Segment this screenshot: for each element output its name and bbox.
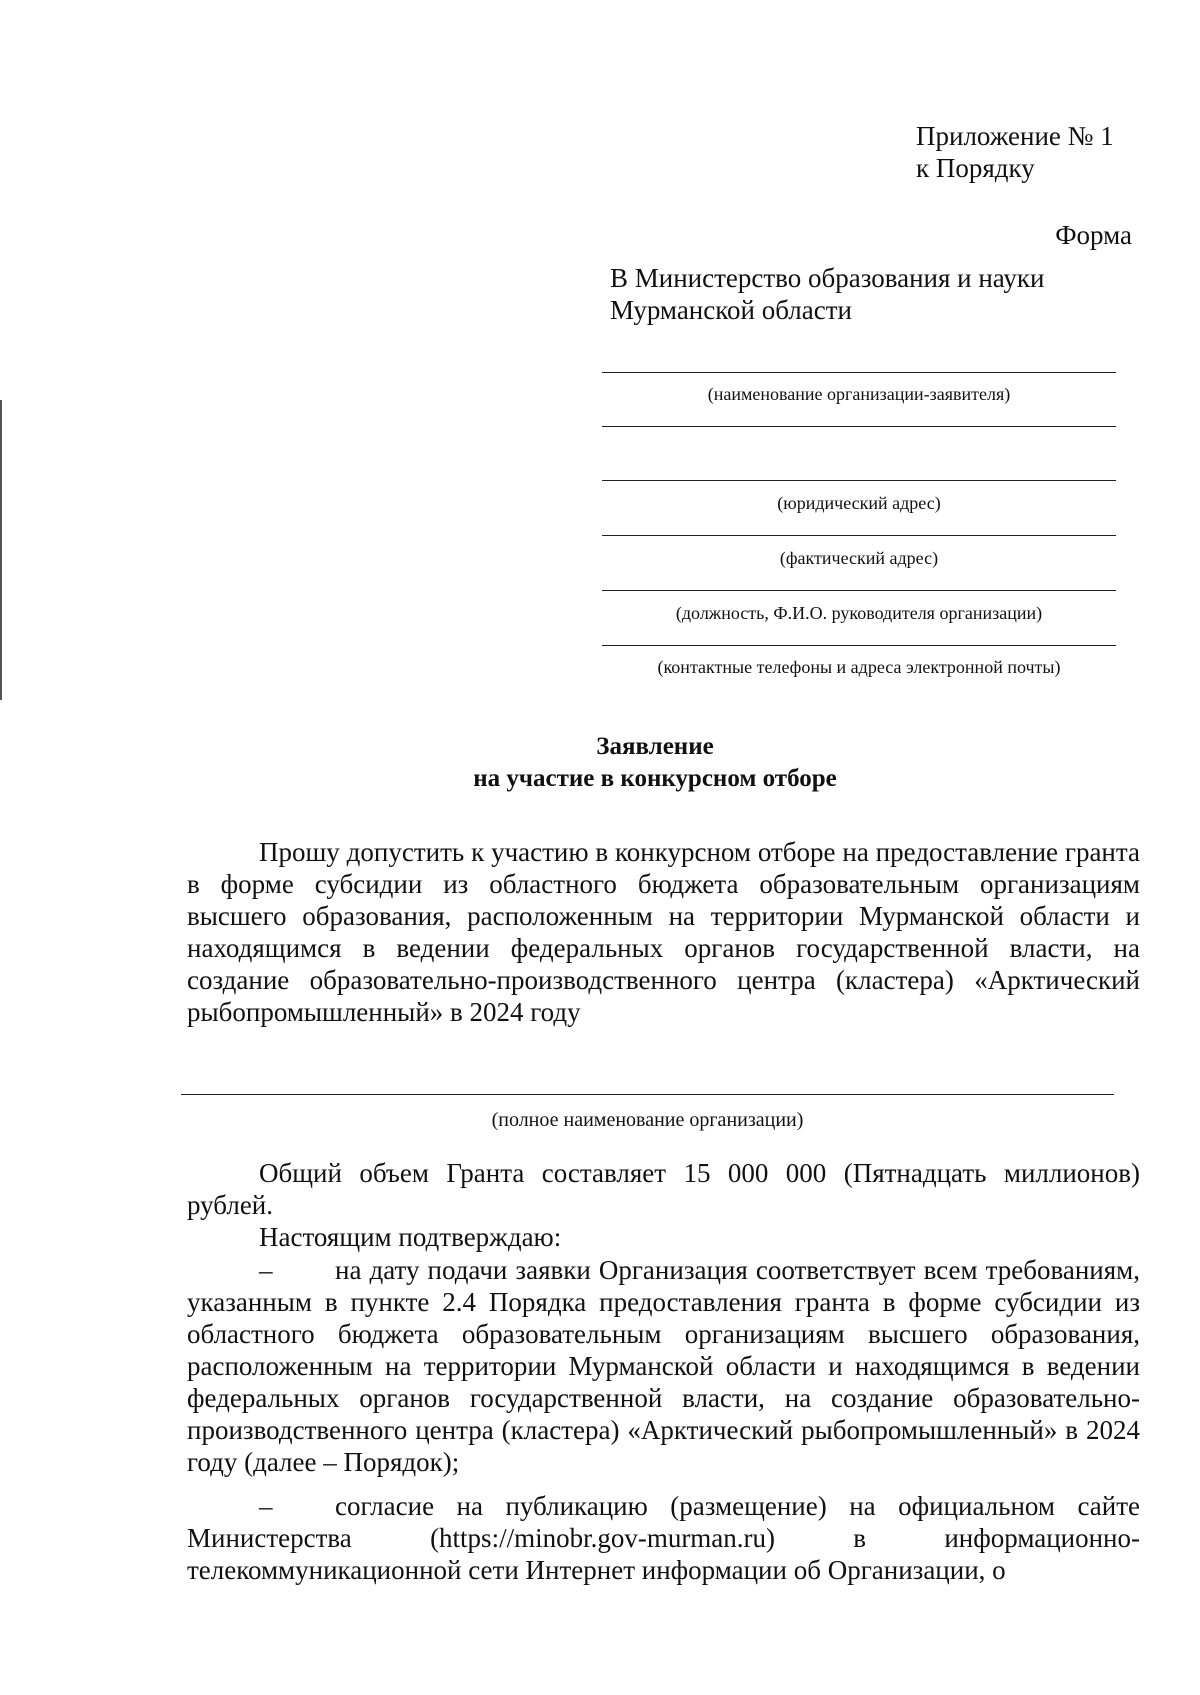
director-line [602, 590, 1116, 591]
legal-address-caption: (юридический адрес) [777, 493, 941, 513]
title-line-2: на участие в конкурсном отборе [473, 765, 837, 792]
confirm-item-2-text: согласие на публикацию (размещение) на официальном сайте Министерства (https://minobr.gov-murman.ru) в информационно-телекоммуникационной сети Интернет информации об Организации, о [187, 1491, 1140, 1585]
recipient-line-1: В Министерство образования и науки [610, 263, 1045, 293]
confirm-item-2 [187, 1490, 1140, 1586]
contacts-line [602, 645, 1116, 646]
applicant-name-caption: (наименование организации-заявителя) [707, 384, 1011, 404]
confirm-item-1 [187, 1254, 1140, 1478]
scan-edge-mark [0, 400, 2, 700]
legal-address-line [602, 480, 1116, 481]
grant-amount-paragraph: Общий объем Гранта составляет 15 000 000 (Пятнадцать миллионов) рублей. [187, 1158, 1140, 1220]
applicant-name-line [602, 372, 1116, 373]
organization-name-line [181, 1094, 1114, 1095]
request-paragraph: Прошу допустить к участию в конкурсном отборе на предоставление гранта в форме субсидии из областного бюджета образовательным организациям высшего образования, расположенным на территории Мурманской области и находящимся в ведении федеральных органов государственной власти, на создание образовательно-производственного центра (кластера) «Арктический рыбопромышленный» в 2024 году [187, 837, 1140, 1027]
appendix-line-2: к Порядку [916, 153, 1035, 183]
recipient-line-2: Мурманской области [610, 295, 852, 325]
actual-address-caption: (фактический адрес) [779, 548, 939, 568]
actual-address-line [602, 535, 1116, 536]
document-title [0, 731, 1200, 795]
contacts-caption: (контактные телефоны и адреса электронной почты) [657, 657, 1061, 677]
confirm-item-1-text: на дату подачи заявки Организация соответствует всем требованиям, указанным в пункте 2.4 Порядка предоставления гранта в форме субсидии из областного бюджета образовательным организациям высшего образования, расположенным на территории Мурманской области и находящимся в ведении федеральных органов государственной власти, на создание образовательно-производственного центра (кластера) «Арктический рыбопромышленный» в 2024 году (далее – Порядок); [187, 1255, 1140, 1477]
dash-marker: – [259, 1491, 273, 1521]
confirm-intro: Настоящим подтверждаю: [259, 1222, 562, 1252]
recipient-block [610, 262, 1044, 326]
director-caption: (должность, Ф.И.О. руководителя организации) [675, 603, 1043, 623]
applicant-name-line-2 [602, 426, 1116, 427]
organization-name-caption: (полное наименование организации) [491, 1109, 804, 1131]
appendix-line-1: Приложение № 1 [916, 121, 1114, 151]
form-label: Форма [1055, 220, 1132, 250]
dash-marker: – [259, 1255, 273, 1285]
appendix-note [916, 120, 1114, 184]
title-line-1: Заявление [596, 733, 714, 760]
